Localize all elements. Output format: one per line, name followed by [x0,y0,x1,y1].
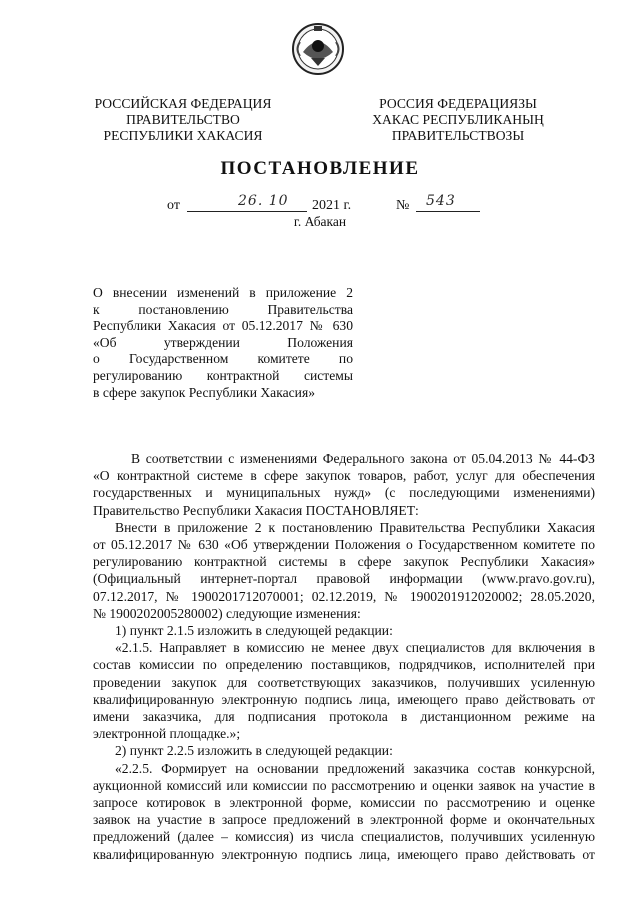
body-line: предложений (далее – комиссия) из числа специалистов, получивших усиленную [93,829,595,845]
header-left-line: ПРАВИТЕЛЬСТВО [126,112,240,127]
header-right-line: РОССИЯ ФЕДЕРАЦИЯЗЫ [379,96,537,111]
body-line: № 1900202005280002) следующие изменения: [93,605,361,621]
subject-line: «Об утверждении Положения [93,334,353,350]
header-right-line: ПРАВИТЕЛЬСТВОЗЫ [391,128,525,143]
header-left [78,96,288,144]
body-line: заявок на участие в запросе предложений в электронной форме и окончательных [93,812,595,828]
body-line: «2.1.5. Направляет в комиссию не менее двух специалистов для включения в [115,640,595,656]
subject-line: в сфере закупок Республики Хакасия» [93,384,316,400]
coat-of-arms-icon [291,22,345,76]
body-line: регулированию контрактной системы в сфере закупок Республики Хакасия» [93,554,595,570]
body-line: «2.2.5. Формирует на основании предложений заказчика состав конкурсной, [115,760,595,776]
body-line: государственных и муниципальных нужд» (с последующими изменениями) [93,485,595,501]
subject-line: о Государственном комитете по [93,351,353,367]
subject-line: регулированию контрактной системы [93,367,353,383]
subject-line: Республики Хакасия от 05.12.2017 № 630 [93,318,353,334]
subject-line: к постановлению Правительства [93,301,353,317]
body-line: аукционной комиссий или комиссии по рассмотрению и оценки заявок на участие в [93,777,595,793]
body-line: В соответствии с изменениями Федерального закона от 05.04.2013 № 44-ФЗ [131,451,595,466]
body-line: «О контрактной системе в сфере закупок товаров, работ, услуг для обеспечения [93,468,595,484]
city: г. Абакан [293,214,347,229]
document-subject [93,285,353,401]
header-right [348,96,568,144]
body-line: квалифицированную электронную подпись лица, имеющего право действовать от [93,846,595,862]
body-line: Правительство Республики Хакасия ПОСТАНОВЛЯЕТ: [93,502,419,518]
document-title: ПОСТАНОВЛЕНИЕ [220,158,420,179]
year-label: 2021 г. [312,198,352,213]
header-left-line: РЕСПУБЛИКИ ХАКАСИЯ [103,128,263,143]
body-line: 07.12.2017, № 1900201712070001; 02.12.2019, № 1900201912020002; 28.05.2020, [93,588,595,604]
body-line: Внести в приложение 2 к постановлению Правительства Республики Хакасия [115,519,595,535]
handwritten-number: 543 [426,193,456,209]
body-line: состав комиссии по определению поставщиков, подрядчиков, исполнителей при [93,657,595,673]
body-line: 2) пункт 2.2.5 изложить в следующей редакции: [115,743,393,759]
number-label: № [396,198,410,213]
handwritten-date: 26. 10 [238,193,289,209]
body-line: квалифицированную электронную подпись лица, имеющего право действовать от [93,691,595,707]
header-right-line: ХАКАС РЕСПУБЛИКАНЫҢ [372,112,544,127]
body-line: от 05.12.2017 № 630 «Об утверждении Положения о Государственном комитете по [93,537,595,553]
body-line: (Официальный интернет-портал правовой информации (www.pravo.gov.ru), [93,571,595,587]
body-line: запросе котировок в электронной форме, комиссии по рассмотрению и оценке [93,795,595,811]
body-line: электронной площадке.»; [93,726,241,742]
subject-line: О внесении изменений в приложение 2 [93,285,353,300]
document-body [93,450,595,863]
from-label: от [167,198,180,213]
header-left-line: РОССИЙСКАЯ ФЕДЕРАЦИЯ [94,96,272,111]
body-line: 1) пункт 2.1.5 изложить в следующей редакции: [115,623,393,639]
date-number-line [0,193,640,216]
body-line: проведении закупок для соответствующих заказчиков, получивших усиленную [93,674,595,690]
body-line: имени заказчика, для подписания протокола в дистанционном режиме на [93,709,595,725]
